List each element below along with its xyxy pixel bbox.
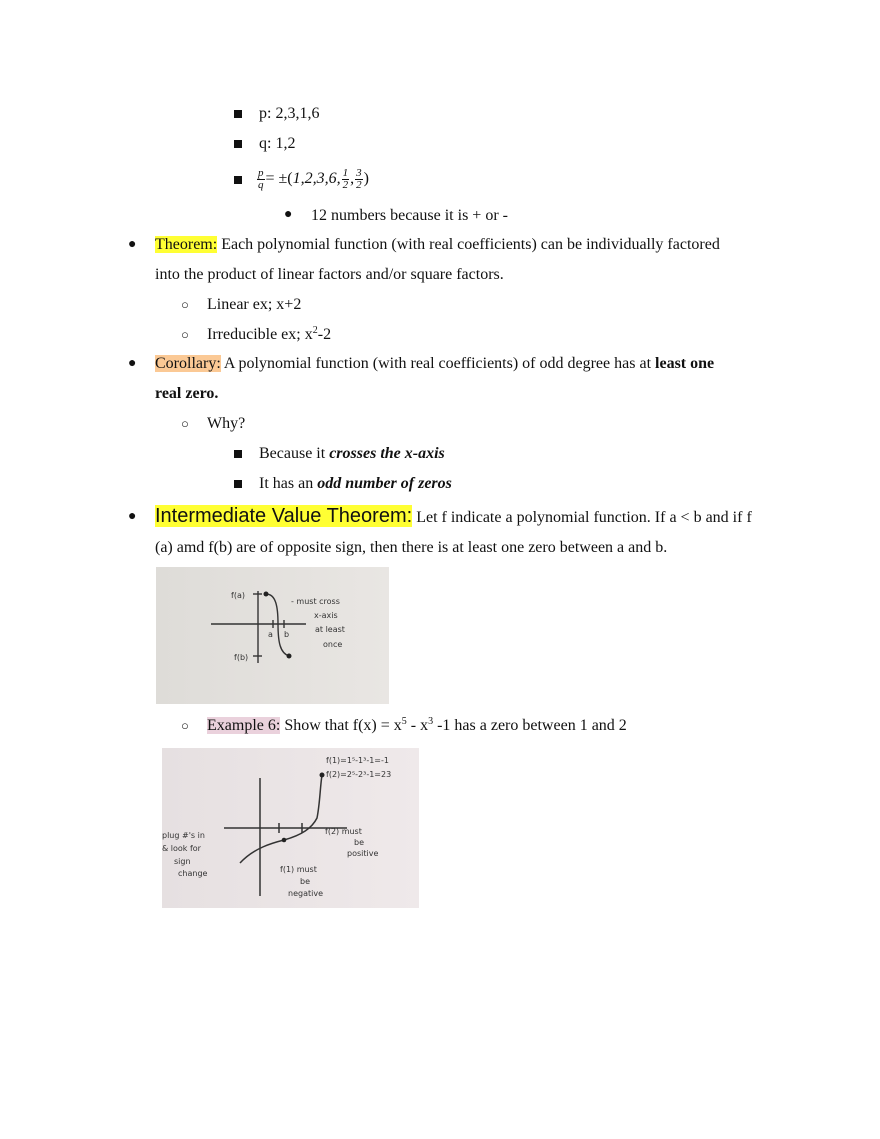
square-bullet-icon <box>234 140 242 148</box>
bottom-note-3: negative <box>288 889 323 898</box>
left-note-4: change <box>178 869 208 878</box>
one-half-fraction: $\frac{1}{2}$ <box>342 166 349 191</box>
bottom-note-1: f(1) must <box>280 865 317 874</box>
irreducible-example: Irreducible ex; $x^2-2$ <box>207 325 332 343</box>
corollary-label: Corollary: <box>155 355 221 372</box>
fb-point <box>287 654 292 659</box>
example-6-label: Example 6: <box>207 717 281 734</box>
right-note-3: positive <box>347 849 379 858</box>
theorem-line-2: into the product of linear factors and/or square factors. <box>155 266 504 283</box>
curve <box>266 594 289 656</box>
note-line-4: once <box>323 640 343 649</box>
note-line-2: x-axis <box>314 611 338 620</box>
curve <box>240 775 322 863</box>
ivt-sketch-image <box>156 567 389 704</box>
fa-point <box>264 592 269 597</box>
square-bullet-icon <box>234 110 242 118</box>
a-label: a <box>268 630 273 639</box>
f1-point <box>282 838 287 843</box>
odd-zeros-line: It has an odd number of zeros <box>259 475 452 492</box>
b-label: b <box>284 630 290 639</box>
bottom-note-2: be <box>300 877 310 886</box>
bullet-icon: ● <box>128 509 137 524</box>
circle-bullet-icon: ○ <box>181 327 189 342</box>
right-note-2: be <box>354 838 364 847</box>
circle-bullet-icon: ○ <box>181 718 189 733</box>
p-over-q-fraction: $\frac{p}{q}$ <box>258 166 264 191</box>
square-bullet-icon <box>234 450 242 458</box>
circle-bullet-icon: ○ <box>181 416 189 431</box>
because-line: Because it crosses the x-axis <box>259 445 445 462</box>
example-6-sketch-drawing <box>162 748 419 908</box>
left-note-2: & look for <box>162 844 201 853</box>
q-values-line: q: 1,2 <box>259 135 296 152</box>
example-6-sketch-image <box>162 748 419 908</box>
note-line-3: at least <box>315 625 345 634</box>
p-values-line: p: 2,3,1,6 <box>259 105 320 122</box>
corollary-line-2: real zero. <box>155 385 219 402</box>
p-over-q-line: $\frac{p}{q}$ = ±(1,2,3,6, $\frac{1}{2}$ , $\frac{3}{2}$ ) <box>258 166 369 191</box>
f2-point <box>320 773 325 778</box>
bullet-icon: ● <box>284 207 293 222</box>
right-note-1: f(2) must <box>325 827 362 836</box>
left-note-1: plug #'s in <box>162 831 205 840</box>
linear-example: Linear ex; x+2 <box>207 296 302 313</box>
note-line-1: - must cross <box>291 597 340 606</box>
left-note-3: sign <box>174 857 191 866</box>
three-halves-fraction: $\frac{3}{2}$ <box>356 166 362 191</box>
bullet-icon: ● <box>128 237 137 252</box>
circle-bullet-icon: ○ <box>181 297 189 312</box>
f1-calc: f(1)=1⁵-1³-1=-1 <box>326 756 389 765</box>
ivt-sketch-drawing <box>156 567 389 704</box>
corollary-line-1: Corollary: A polynomial function (with real coefficients) of odd degree has at least one <box>155 355 715 372</box>
fb-label: f(b) <box>234 653 249 662</box>
square-bullet-icon <box>234 176 242 184</box>
theorem-line-1: Theorem: Each polynomial function (with real coefficients) can be individually factored <box>155 236 720 253</box>
ivt-label: Intermediate Value Theorem: <box>155 505 413 527</box>
bullet-icon: ● <box>128 356 137 371</box>
square-bullet-icon <box>234 480 242 488</box>
why-question: Why? <box>207 415 246 432</box>
fa-label: f(a) <box>231 591 245 600</box>
twelve-numbers-note: 12 numbers because it is + or - <box>311 207 508 224</box>
ivt-line-2: (a) amd f(b) are of opposite sign, then there is at least one zero between a and b. <box>155 539 668 556</box>
theorem-label: Theorem: <box>155 236 218 253</box>
f2-calc: f(2)=2⁵-2³-1=23 <box>326 770 392 779</box>
ivt-line-1: Intermediate Value Theorem: Let f indicate a polynomial function. If a < b and if f <box>155 505 752 527</box>
example-6-line: Example 6: Show that $f(x) = x^5 - x^3$ -1 has a zero between 1 and 2 <box>207 716 627 734</box>
